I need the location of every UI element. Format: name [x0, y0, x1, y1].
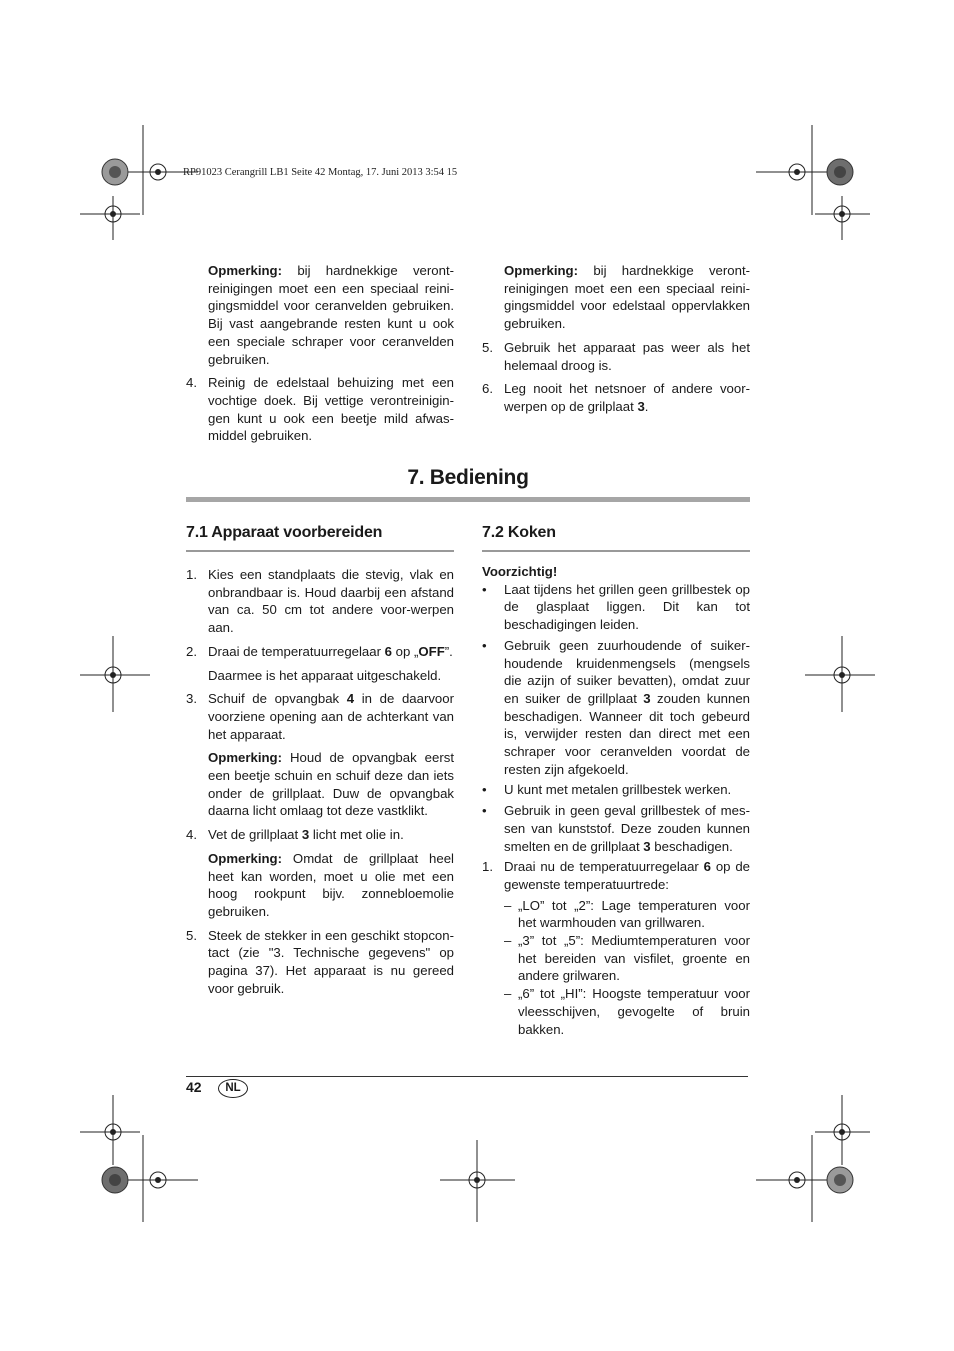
part-number: 6	[384, 643, 393, 659]
note-text: bij hardnekkige veront-reinigingen moet een een speciaal reini-gingsmiddel voor edelstaal oppervlakken gebruiken.	[504, 263, 750, 332]
item-text: Gebruik het apparaat pas weer als het helemaal droog is.	[504, 339, 750, 373]
item-text	[504, 380, 750, 415]
note-label: Opmerking:	[504, 263, 579, 278]
bullet-mark: •	[482, 803, 487, 819]
text-run: op „	[392, 643, 419, 659]
bullet-mark: •	[482, 581, 487, 597]
print-slug: RP91023 Cerangrill LB1 Seite 42 Montag, 17. Juni 2013 3:54 15	[183, 167, 458, 178]
bullet-text	[504, 637, 750, 779]
bullet-text	[504, 802, 750, 855]
item-text	[208, 643, 454, 661]
section-title: 7. Bediening	[407, 466, 529, 489]
dash-mark: –	[504, 933, 512, 949]
note-label: Opmerking:	[208, 750, 283, 766]
item-text	[504, 858, 750, 893]
part-number: 6	[703, 859, 711, 875]
item-number: 1.	[482, 859, 493, 875]
bullet-item	[482, 581, 750, 634]
note-text: Omdat de grillplaat heel heet kan worden, moet u olie met een hoog rookpunt bijv. zonnebloemolie gebruiken.	[208, 850, 454, 919]
note-drip-tray	[208, 749, 454, 820]
page-number: 42	[186, 1079, 202, 1095]
footer-rule	[186, 1076, 748, 1077]
bullet-mark: •	[482, 637, 487, 653]
item-followup: Daarmee is het apparaat uitgeschakeld.	[208, 667, 442, 683]
list-item	[186, 374, 454, 445]
dash-mark: –	[504, 986, 512, 1002]
text-run: Gebruik geen zuurhoudende of suiker-houdende kruidenmengsels (mengsels die azijn of suiker bevatten), omdat zuur en suiker de grillplaat	[504, 637, 750, 706]
note-text: bij hardnekkige veront-reinigingen moet een een speciaal reini-gingsmiddel voor ceranvelden gebruiken. Bij vast aangebrande resten kunt u ook een speciale schraper voor ceranvelden gebruiken.	[208, 263, 454, 367]
part-number: 3	[637, 398, 645, 414]
dash-text: „LO” tot „2”: Lage temperaturen voor het warmhouden van grillwaren.	[518, 897, 750, 931]
list-item	[482, 339, 750, 374]
text-run: op de gewenste temperatuurtrede:	[504, 859, 750, 892]
subsection-rule	[482, 550, 750, 552]
text-run: Leg nooit het netsnoer of andere voor-werpen op de grilplaat	[504, 381, 750, 414]
dash-text: „6” tot „HI”: Hoogste temperatuur voor vleesschijven, gevogelte of bruin bakken.	[518, 986, 750, 1037]
dash-mark: –	[504, 897, 512, 913]
list-item	[186, 927, 454, 998]
list-item	[186, 566, 454, 637]
text-run: beschadigen.	[650, 838, 733, 854]
text-run: zouden kunnen beschadigen. Wanneer dit toch gebeurd is, verwijder resten dan direct met een schraper voor ceranvelden voordat de resten zijn afgekoeld.	[504, 690, 750, 777]
dash-item	[504, 897, 750, 932]
item-number: 5.	[186, 927, 197, 943]
note-cleaning-ceran	[208, 262, 454, 368]
section-rule	[186, 497, 750, 502]
text-run: ”.	[444, 643, 453, 659]
top-left-column	[186, 262, 454, 445]
text-run: Gebruik in geen geval grillbestek of mes-sen van kunststof. Deze zouden kunnen smelten en de grillplaat	[504, 803, 750, 854]
text-run: Vet de grillplaat	[208, 827, 302, 843]
item-number: 3.	[186, 691, 197, 707]
bullet-item	[482, 802, 750, 855]
subsection-heading-cooking: 7.2 Koken	[482, 524, 556, 541]
warning-label: Voorzichtig!	[482, 564, 558, 579]
item-number: 5.	[482, 339, 493, 355]
right-column	[482, 563, 750, 1038]
bullet-item	[482, 637, 750, 779]
part-number: 3	[643, 690, 651, 706]
list-item	[186, 643, 454, 661]
subsection-heading-prepare: 7.1 Apparaat voorbereiden	[186, 524, 383, 541]
item-text: Reinig de edelstaal behuizing met een vochtige doek. Bij vettige verontreinigin-gen kunt u ook een beetje mild afwas-middel gebruiken.	[208, 375, 454, 444]
item-number: 6.	[482, 381, 493, 397]
list-item	[186, 826, 454, 844]
top-right-column	[482, 262, 750, 416]
part-number: 3	[301, 827, 310, 843]
list-item	[482, 380, 750, 415]
text-run: Draai nu de temperatuurregelaar	[504, 859, 704, 875]
left-column	[186, 566, 454, 997]
bullet-text: Laat tijdens het grillen geen grillbestek op de glasplaat liggen. Dit kan tot beschadigingen leiden.	[504, 581, 750, 633]
item-text: Kies een standplaats die stevig, vlak en onbrandbaar is. Houd daarbij een afstand van ca. 50 cm tot andere voor-werpen aan.	[208, 567, 454, 636]
setting-label: OFF	[418, 643, 445, 659]
list-item	[482, 858, 750, 893]
item-text	[208, 826, 454, 844]
item-number: 4.	[186, 375, 197, 391]
part-number: 3	[643, 838, 651, 854]
bullet-mark: •	[482, 782, 487, 798]
bullet-item	[482, 781, 750, 799]
bullet-text: U kunt met metalen grillbestek werken.	[504, 782, 732, 798]
subsection-rule	[186, 550, 454, 552]
item-text: Steek de stekker in een geschikt stopcon-tact (zie "3. Technische gegevens" op pagina 37). Het apparaat is nu gereed voor gebruik.	[208, 927, 454, 996]
text-run: in de daarvoor voorziene opening aan de achterkant van het apparaat.	[208, 691, 454, 742]
note-text: Houd de opvangbak eerst een beetje schuin en schuif deze dan iets onder de grillplaat. Duw de opvangbak daarna licht omlaag tot deze vastklikt.	[208, 750, 454, 819]
note-oil	[208, 850, 454, 921]
item-text	[208, 690, 454, 743]
language-badge: NL	[218, 1079, 248, 1098]
note-cleaning-steel	[504, 262, 750, 333]
item-number: 2.	[186, 643, 197, 659]
dash-text: „3” tot „5”: Mediumtemperaturen voor het bereiden van visfilet, groente en andere grilwaren.	[518, 933, 750, 984]
note-label: Opmerking:	[208, 263, 283, 278]
note-label: Opmerking:	[208, 850, 283, 866]
item-number: 4.	[186, 827, 197, 843]
dash-item	[504, 985, 750, 1038]
text-run: Schuif de opvangbak	[208, 691, 347, 707]
list-item	[186, 690, 454, 743]
text-run: .	[644, 398, 649, 414]
item-number: 1.	[186, 567, 197, 582]
part-number: 4	[346, 691, 355, 707]
text-run: licht met olie in.	[309, 827, 404, 843]
dash-item	[504, 932, 750, 985]
text-run: Draai de temperatuurregelaar	[208, 643, 385, 659]
